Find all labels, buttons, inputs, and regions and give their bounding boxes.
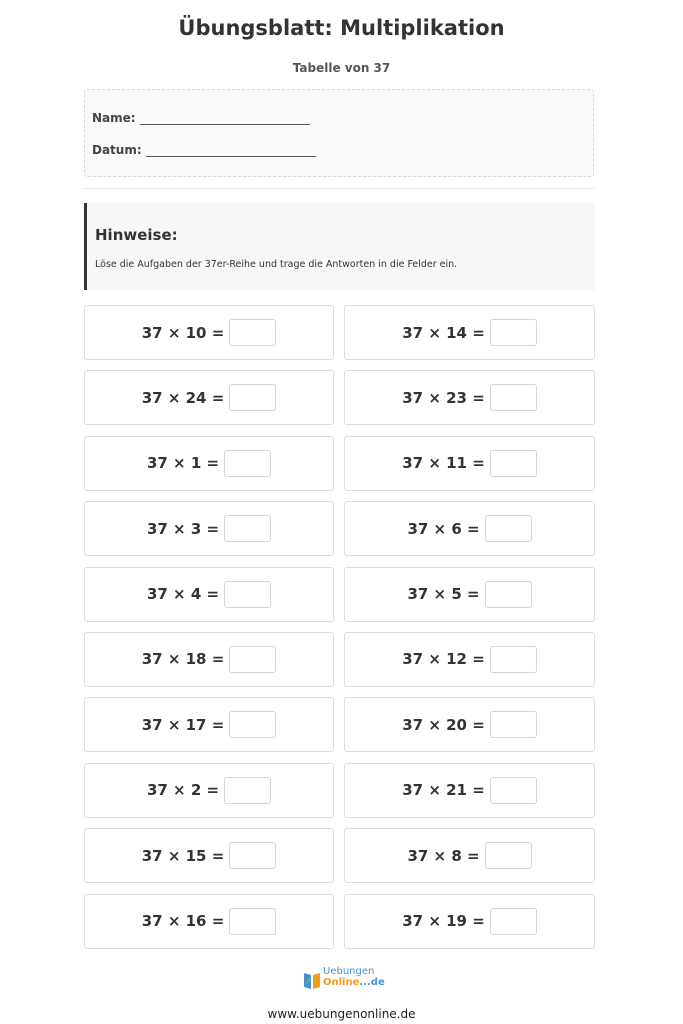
- answer-input[interactable]: [229, 646, 276, 673]
- answer-input[interactable]: [490, 450, 537, 477]
- page-subtitle: Tabelle von 37: [292, 61, 391, 75]
- problem-card: [344, 370, 595, 425]
- problem-card: [344, 828, 595, 883]
- problem-expression: 37 × 8 =: [407, 846, 480, 865]
- answer-input[interactable]: [224, 581, 271, 608]
- problem-expression: 37 × 12 =: [402, 650, 485, 669]
- problem-expression: 37 × 19 =: [402, 912, 485, 931]
- answer-input[interactable]: [490, 908, 537, 935]
- problem-card: [344, 632, 595, 687]
- answer-input[interactable]: [485, 515, 532, 542]
- answer-input[interactable]: [485, 842, 532, 869]
- answer-input[interactable]: [229, 711, 276, 738]
- answer-input[interactable]: [229, 319, 276, 346]
- problem-expression: 37 × 6 =: [407, 519, 480, 538]
- answer-input[interactable]: [490, 646, 537, 673]
- divider: [84, 188, 595, 189]
- answer-input[interactable]: [224, 777, 271, 804]
- problem-card: [84, 370, 334, 425]
- problem-card: [84, 697, 334, 752]
- date-field[interactable]: [146, 146, 316, 157]
- problem-grid: [84, 305, 596, 949]
- answer-input[interactable]: [490, 319, 537, 346]
- problem-expression: 37 × 5 =: [407, 585, 480, 604]
- answer-input[interactable]: [229, 842, 276, 869]
- date-label: Datum:: [92, 143, 142, 157]
- answer-input[interactable]: [224, 515, 271, 542]
- problem-card: [344, 436, 595, 491]
- book-icon: [302, 969, 322, 991]
- problem-expression: 37 × 11 =: [402, 454, 485, 473]
- answer-input[interactable]: [490, 384, 537, 411]
- answer-input[interactable]: [490, 711, 537, 738]
- student-info-box: [84, 89, 594, 177]
- problem-expression: 37 × 17 =: [141, 715, 225, 734]
- problem-card: [344, 567, 595, 622]
- problem-expression: 37 × 1 =: [146, 454, 220, 473]
- problem-expression: 37 × 16 =: [141, 912, 225, 931]
- hints-box: [84, 203, 595, 290]
- footer-url[interactable]: www.uebungenonline.de: [267, 1007, 416, 1021]
- problem-card: [344, 697, 595, 752]
- name-row: [92, 111, 310, 125]
- problem-card: [84, 763, 334, 818]
- problem-card: [84, 632, 334, 687]
- answer-input[interactable]: [229, 384, 276, 411]
- problem-card: [84, 305, 334, 360]
- answer-input[interactable]: [229, 908, 276, 935]
- problem-card: [84, 828, 334, 883]
- problem-card: [344, 305, 595, 360]
- problem-card: [344, 763, 595, 818]
- problem-expression: 37 × 4 =: [146, 585, 220, 604]
- name-field[interactable]: [140, 114, 310, 125]
- problem-expression: 37 × 10 =: [141, 323, 225, 342]
- site-logo: [302, 966, 385, 994]
- answer-input[interactable]: [224, 450, 271, 477]
- problem-expression: 37 × 15 =: [141, 846, 225, 865]
- logo-text-top: Uebungen: [323, 966, 375, 977]
- hints-text: Löse die Aufgaben der 37er-Reihe und trage die Antworten in die Felder ein.: [95, 259, 458, 270]
- logo-text-bottom: Online...de: [323, 977, 385, 988]
- problem-expression: 37 × 14 =: [402, 323, 485, 342]
- problem-card: [84, 567, 334, 622]
- date-row: [92, 143, 316, 157]
- hints-title: Hinweise:: [95, 226, 178, 244]
- problem-card: [344, 894, 595, 949]
- problem-card: [84, 436, 334, 491]
- answer-input[interactable]: [490, 777, 537, 804]
- problem-expression: 37 × 18 =: [141, 650, 225, 669]
- problem-card: [84, 894, 334, 949]
- problem-card: [84, 501, 334, 556]
- problem-expression: 37 × 2 =: [146, 781, 220, 800]
- problem-expression: 37 × 20 =: [402, 715, 485, 734]
- page-title: Übungsblatt: Multiplikation: [178, 16, 505, 40]
- answer-input[interactable]: [485, 581, 532, 608]
- problem-expression: 37 × 24 =: [141, 388, 225, 407]
- name-label: Name:: [92, 111, 136, 125]
- problem-expression: 37 × 21 =: [402, 781, 485, 800]
- problem-card: [344, 501, 595, 556]
- problem-expression: 37 × 3 =: [146, 519, 220, 538]
- problem-expression: 37 × 23 =: [402, 388, 485, 407]
